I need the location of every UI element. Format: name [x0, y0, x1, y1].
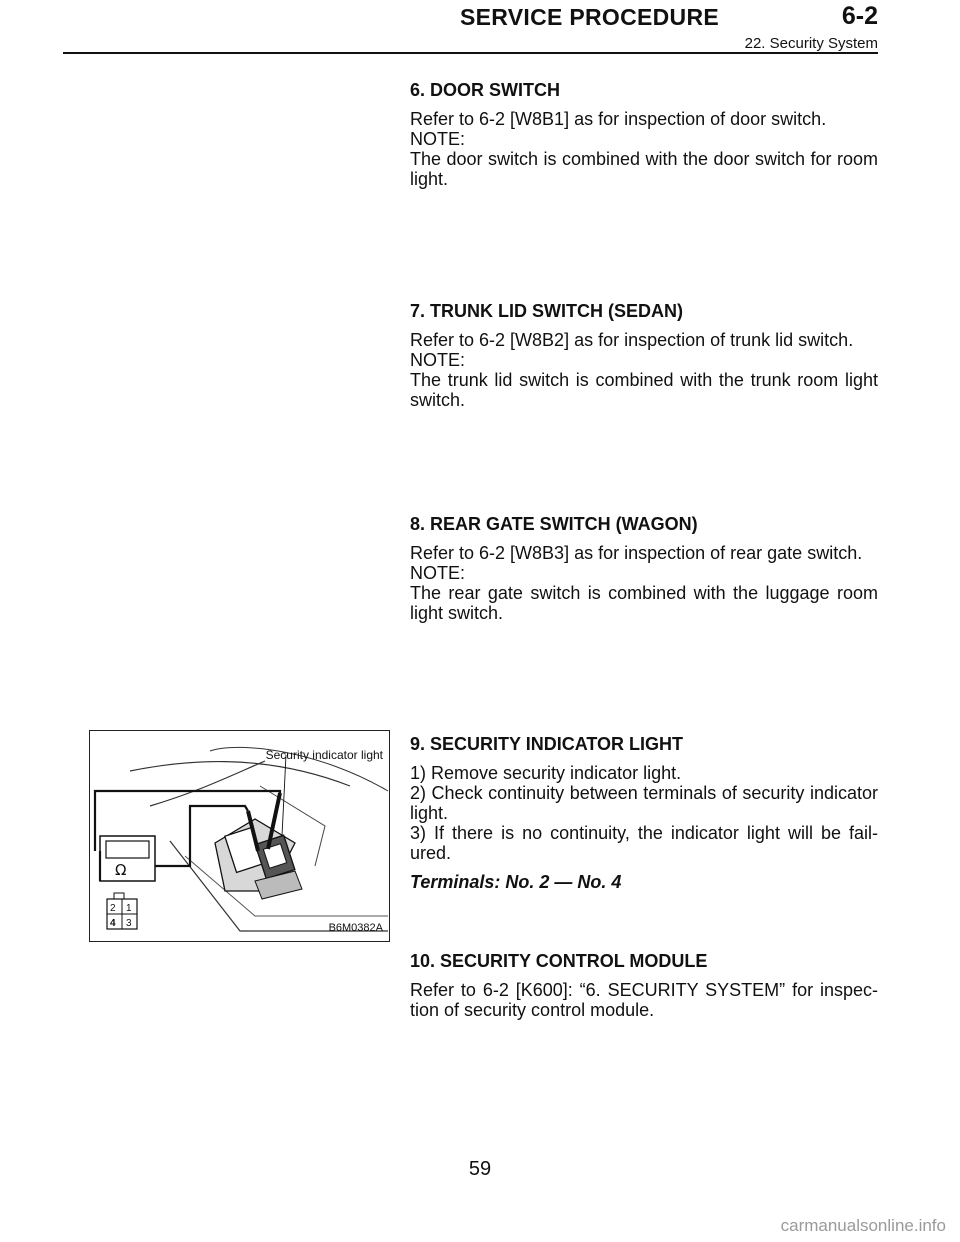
section-heading: 8. REAR GATE SWITCH (WAGON): [410, 514, 698, 534]
section-heading: 7. TRUNK LID SWITCH (SEDAN): [410, 301, 683, 321]
note-text: The door switch is combined with the door switch for room light.: [410, 149, 878, 189]
section-security-control-module: [410, 951, 878, 1020]
terminals-spec: Terminals: No. 2 — No. 4: [410, 872, 622, 892]
step-2: 2) Check continuity between terminals of security indicator light.: [410, 783, 878, 823]
ohmmeter: [100, 836, 155, 881]
pin-label: 3: [126, 918, 132, 929]
pin-label: 2: [110, 903, 116, 914]
figure-callout: Security indicator light: [265, 748, 383, 762]
section-heading: 10. SECURITY CONTROL MODULE: [410, 951, 708, 971]
continuity-test-illustration: [90, 731, 389, 941]
ohm-symbol: Ω: [115, 861, 127, 879]
running-header-title: SERVICE PROCEDURE: [460, 4, 720, 30]
note-label: NOTE:: [410, 350, 466, 370]
note-label: NOTE:: [410, 129, 466, 149]
section-heading: 9. SECURITY INDICATOR LIGHT: [410, 734, 684, 754]
pin-label: 4: [110, 918, 116, 929]
section-trunk-lid-switch: [410, 301, 878, 410]
reference-line: Refer to 6-2 [W8B2] as for inspection of trunk lid switch.: [410, 330, 854, 350]
chapter-code: 6-2: [841, 2, 878, 30]
section-security-indicator-light: [410, 734, 878, 892]
note-text: The rear gate switch is combined with the luggage room light switch.: [410, 583, 878, 623]
indicator-light-figure: [89, 730, 390, 942]
switch-housing: [215, 819, 302, 899]
reference-line: Refer to 6-2 [K600]: “6. SECURITY SYSTEM” for inspec-tion of security control module.: [410, 980, 878, 1020]
note-text: The trunk lid switch is combined with the trunk room light switch.: [410, 370, 878, 410]
watermark: carmanualsonline.info: [780, 1216, 946, 1235]
section-door-switch: [410, 80, 878, 189]
step-1: 1) Remove security indicator light.: [410, 763, 682, 783]
reference-line: Refer to 6-2 [W8B1] as for inspection of door switch.: [410, 109, 827, 129]
panel-edge: [150, 761, 265, 806]
page-number: 59: [468, 1158, 492, 1180]
step-3: 3) If there is no continuity, the indicator light will be fail-ured.: [410, 823, 878, 863]
figure-code: B6M0382A: [328, 922, 383, 934]
section-subtitle: 22. Security System: [744, 35, 878, 52]
section-rear-gate-switch: [410, 514, 878, 623]
pin-label: 1: [126, 903, 132, 914]
note-label: NOTE:: [410, 563, 466, 583]
panel-edge: [130, 762, 350, 786]
section-heading: 6. DOOR SWITCH: [410, 80, 561, 100]
header-rule: [63, 52, 878, 54]
reference-line: Refer to 6-2 [W8B3] as for inspection of rear gate switch.: [410, 543, 863, 563]
